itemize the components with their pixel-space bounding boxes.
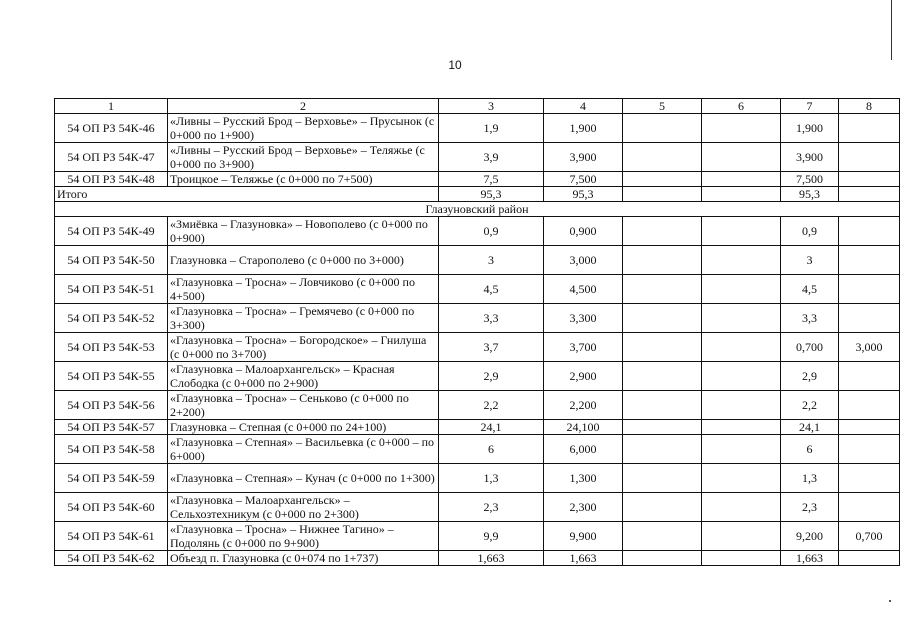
road-name: Объезд п. Глазуновка (с 0+074 по 1+737) bbox=[168, 551, 439, 566]
value-c7: 6 bbox=[781, 435, 839, 464]
road-code: 54 ОП РЗ 54К-58 bbox=[55, 435, 168, 464]
value-c8 bbox=[839, 217, 900, 246]
value-c3: 1,9 bbox=[439, 114, 544, 143]
road-code: 54 ОП РЗ 54К-55 bbox=[55, 362, 168, 391]
total-c7: 95,3 bbox=[781, 187, 839, 202]
value-c8 bbox=[839, 172, 900, 187]
header-cell-8: 8 bbox=[839, 99, 900, 114]
value-c4: 9,900 bbox=[544, 522, 623, 551]
table-row bbox=[55, 522, 900, 551]
value-c6 bbox=[702, 333, 781, 362]
value-c5 bbox=[623, 493, 702, 522]
table-row bbox=[55, 275, 900, 304]
value-c4: 3,700 bbox=[544, 333, 623, 362]
road-name: «Глазуновка – Тросна» – Сеньково (с 0+000 по 2+200) bbox=[168, 391, 439, 420]
table-row bbox=[55, 114, 900, 143]
value-c6 bbox=[702, 362, 781, 391]
value-c7: 9,200 bbox=[781, 522, 839, 551]
value-c3: 4,5 bbox=[439, 275, 544, 304]
value-c3: 3 bbox=[439, 246, 544, 275]
value-c7: 24,1 bbox=[781, 420, 839, 435]
value-c7: 3,3 bbox=[781, 304, 839, 333]
header-cell-3: 3 bbox=[439, 99, 544, 114]
value-c4: 6,000 bbox=[544, 435, 623, 464]
table-row bbox=[55, 304, 900, 333]
value-c6 bbox=[702, 217, 781, 246]
value-c7: 0,700 bbox=[781, 333, 839, 362]
header-cell-6: 6 bbox=[702, 99, 781, 114]
road-name: Глазуновка – Степная (с 0+000 по 24+100) bbox=[168, 420, 439, 435]
road-code: 54 ОП РЗ 54К-46 bbox=[55, 114, 168, 143]
road-name: «Глазуновка – Тросна» – Богородское» – Гнилуша (с 0+000 по 3+700) bbox=[168, 333, 439, 362]
value-c5 bbox=[623, 391, 702, 420]
value-c5 bbox=[623, 464, 702, 493]
value-c5 bbox=[623, 246, 702, 275]
road-name: «Глазуновка – Малоархангельск» – Красная Слободка (с 0+000 по 2+900) bbox=[168, 362, 439, 391]
scan-speck bbox=[889, 600, 891, 602]
value-c3: 1,663 bbox=[439, 551, 544, 566]
value-c6 bbox=[702, 420, 781, 435]
value-c6 bbox=[702, 493, 781, 522]
value-c8 bbox=[839, 420, 900, 435]
page-number: 10 bbox=[448, 58, 462, 72]
value-c8: 0,700 bbox=[839, 522, 900, 551]
value-c5 bbox=[623, 304, 702, 333]
value-c5 bbox=[623, 114, 702, 143]
value-c8 bbox=[839, 246, 900, 275]
road-name: «Глазуновка – Тросна» – Гремячево (с 0+000 по 3+300) bbox=[168, 304, 439, 333]
value-c5 bbox=[623, 333, 702, 362]
value-c8 bbox=[839, 304, 900, 333]
value-c8 bbox=[839, 143, 900, 172]
value-c7: 1,3 bbox=[781, 464, 839, 493]
value-c7: 7,500 bbox=[781, 172, 839, 187]
total-c4: 95,3 bbox=[544, 187, 623, 202]
value-c4: 3,000 bbox=[544, 246, 623, 275]
value-c3: 2,9 bbox=[439, 362, 544, 391]
table-row bbox=[55, 333, 900, 362]
value-c8: 3,000 bbox=[839, 333, 900, 362]
value-c4: 3,900 bbox=[544, 143, 623, 172]
road-code: 54 ОП РЗ 54К-51 bbox=[55, 275, 168, 304]
value-c4: 7,500 bbox=[544, 172, 623, 187]
value-c7: 2,9 bbox=[781, 362, 839, 391]
value-c8 bbox=[839, 391, 900, 420]
road-name: Троицкое – Теляжье (с 0+000 по 7+500) bbox=[168, 172, 439, 187]
value-c6 bbox=[702, 275, 781, 304]
table-row bbox=[55, 172, 900, 187]
value-c8 bbox=[839, 114, 900, 143]
road-code: 54 ОП РЗ 54К-56 bbox=[55, 391, 168, 420]
road-name: «Глазуновка – Тросна» – Ловчиково (с 0+000 по 4+500) bbox=[168, 275, 439, 304]
value-c6 bbox=[702, 551, 781, 566]
value-c3: 0,9 bbox=[439, 217, 544, 246]
value-c6 bbox=[702, 391, 781, 420]
value-c5 bbox=[623, 420, 702, 435]
value-c5 bbox=[623, 522, 702, 551]
value-c7: 0,9 bbox=[781, 217, 839, 246]
road-name: «Глазуновка – Степная» – Кунач (с 0+000 по 1+300) bbox=[168, 464, 439, 493]
value-c8 bbox=[839, 551, 900, 566]
table-row bbox=[55, 143, 900, 172]
total-label: Итого bbox=[55, 187, 439, 202]
road-name: «Глазуновка – Степная» – Васильевка (с 0+000 – по 6+000) bbox=[168, 435, 439, 464]
total-c8 bbox=[839, 187, 900, 202]
value-c3: 9,9 bbox=[439, 522, 544, 551]
value-c8 bbox=[839, 435, 900, 464]
road-name: Глазуновка – Старополево (с 0+000 по 3+000) bbox=[168, 246, 439, 275]
road-code: 54 ОП РЗ 54К-52 bbox=[55, 304, 168, 333]
value-c3: 24,1 bbox=[439, 420, 544, 435]
total-c3: 95,3 bbox=[439, 187, 544, 202]
table-row bbox=[55, 391, 900, 420]
section-title: Глазуновский район bbox=[55, 202, 900, 217]
table-row bbox=[55, 551, 900, 566]
header-cell-7: 7 bbox=[781, 99, 839, 114]
value-c4: 3,300 bbox=[544, 304, 623, 333]
value-c7: 3 bbox=[781, 246, 839, 275]
value-c8 bbox=[839, 362, 900, 391]
road-name: «Ливны – Русский Брод – Верховье» – Прусынок (с 0+000 по 1+900) bbox=[168, 114, 439, 143]
value-c5 bbox=[623, 551, 702, 566]
road-code: 54 ОП РЗ 54К-48 bbox=[55, 172, 168, 187]
total-c5 bbox=[623, 187, 702, 202]
value-c7: 2,3 bbox=[781, 493, 839, 522]
header-cell-2: 2 bbox=[168, 99, 439, 114]
total-row bbox=[55, 187, 900, 202]
road-code: 54 ОП РЗ 54К-62 bbox=[55, 551, 168, 566]
value-c8 bbox=[839, 464, 900, 493]
value-c6 bbox=[702, 172, 781, 187]
value-c8 bbox=[839, 493, 900, 522]
value-c6 bbox=[702, 143, 781, 172]
value-c7: 4,5 bbox=[781, 275, 839, 304]
road-code: 54 ОП РЗ 54К-61 bbox=[55, 522, 168, 551]
value-c5 bbox=[623, 435, 702, 464]
table-row bbox=[55, 493, 900, 522]
value-c6 bbox=[702, 464, 781, 493]
road-code: 54 ОП РЗ 54К-53 bbox=[55, 333, 168, 362]
road-code: 54 ОП РЗ 54К-60 bbox=[55, 493, 168, 522]
value-c4: 1,300 bbox=[544, 464, 623, 493]
table-row bbox=[55, 435, 900, 464]
road-name: «Ливны – Русский Брод – Верховье» – Теляжье (с 0+000 по 3+900) bbox=[168, 143, 439, 172]
table-row bbox=[55, 420, 900, 435]
value-c3: 7,5 bbox=[439, 172, 544, 187]
value-c4: 1,663 bbox=[544, 551, 623, 566]
road-code: 54 ОП РЗ 54К-50 bbox=[55, 246, 168, 275]
value-c7: 1,900 bbox=[781, 114, 839, 143]
road-code: 54 ОП РЗ 54К-59 bbox=[55, 464, 168, 493]
road-name: «Глазуновка – Тросна» – Нижнее Тагино» – Подолянь (с 0+000 по 9+900) bbox=[168, 522, 439, 551]
value-c8 bbox=[839, 275, 900, 304]
road-code: 54 ОП РЗ 54К-57 bbox=[55, 420, 168, 435]
value-c4: 24,100 bbox=[544, 420, 623, 435]
value-c6 bbox=[702, 246, 781, 275]
value-c3: 2,2 bbox=[439, 391, 544, 420]
value-c3: 3,7 bbox=[439, 333, 544, 362]
value-c7: 3,900 bbox=[781, 143, 839, 172]
value-c6 bbox=[702, 435, 781, 464]
total-c6 bbox=[702, 187, 781, 202]
value-c4: 1,900 bbox=[544, 114, 623, 143]
road-name: «Глазуновка – Малоархангельск» – Сельхозтехникум (с 0+000 по 2+300) bbox=[168, 493, 439, 522]
value-c3: 6 bbox=[439, 435, 544, 464]
value-c4: 4,500 bbox=[544, 275, 623, 304]
table-row bbox=[55, 464, 900, 493]
value-c4: 2,900 bbox=[544, 362, 623, 391]
value-c6 bbox=[702, 304, 781, 333]
table-row bbox=[55, 217, 900, 246]
road-code: 54 ОП РЗ 54К-47 bbox=[55, 143, 168, 172]
header-cell-5: 5 bbox=[623, 99, 702, 114]
value-c5 bbox=[623, 143, 702, 172]
scan-edge-line bbox=[891, 0, 892, 60]
road-code: 54 ОП РЗ 54К-49 bbox=[55, 217, 168, 246]
header-cell-4: 4 bbox=[544, 99, 623, 114]
road-name: «Змиёвка – Глазуновка» – Новополево (с 0+000 по 0+900) bbox=[168, 217, 439, 246]
value-c4: 2,200 bbox=[544, 391, 623, 420]
table-row bbox=[55, 246, 900, 275]
table-row bbox=[55, 362, 900, 391]
value-c4: 0,900 bbox=[544, 217, 623, 246]
header-cell-1: 1 bbox=[55, 99, 168, 114]
value-c3: 3,9 bbox=[439, 143, 544, 172]
value-c3: 3,3 bbox=[439, 304, 544, 333]
value-c6 bbox=[702, 114, 781, 143]
value-c4: 2,300 bbox=[544, 493, 623, 522]
value-c5 bbox=[623, 362, 702, 391]
value-c7: 1,663 bbox=[781, 551, 839, 566]
value-c3: 2,3 bbox=[439, 493, 544, 522]
section-row bbox=[55, 202, 900, 217]
roads-table bbox=[54, 98, 900, 566]
value-c7: 2,2 bbox=[781, 391, 839, 420]
table-header-row bbox=[55, 99, 900, 114]
value-c3: 1,3 bbox=[439, 464, 544, 493]
value-c5 bbox=[623, 217, 702, 246]
value-c6 bbox=[702, 522, 781, 551]
value-c5 bbox=[623, 172, 702, 187]
value-c5 bbox=[623, 275, 702, 304]
